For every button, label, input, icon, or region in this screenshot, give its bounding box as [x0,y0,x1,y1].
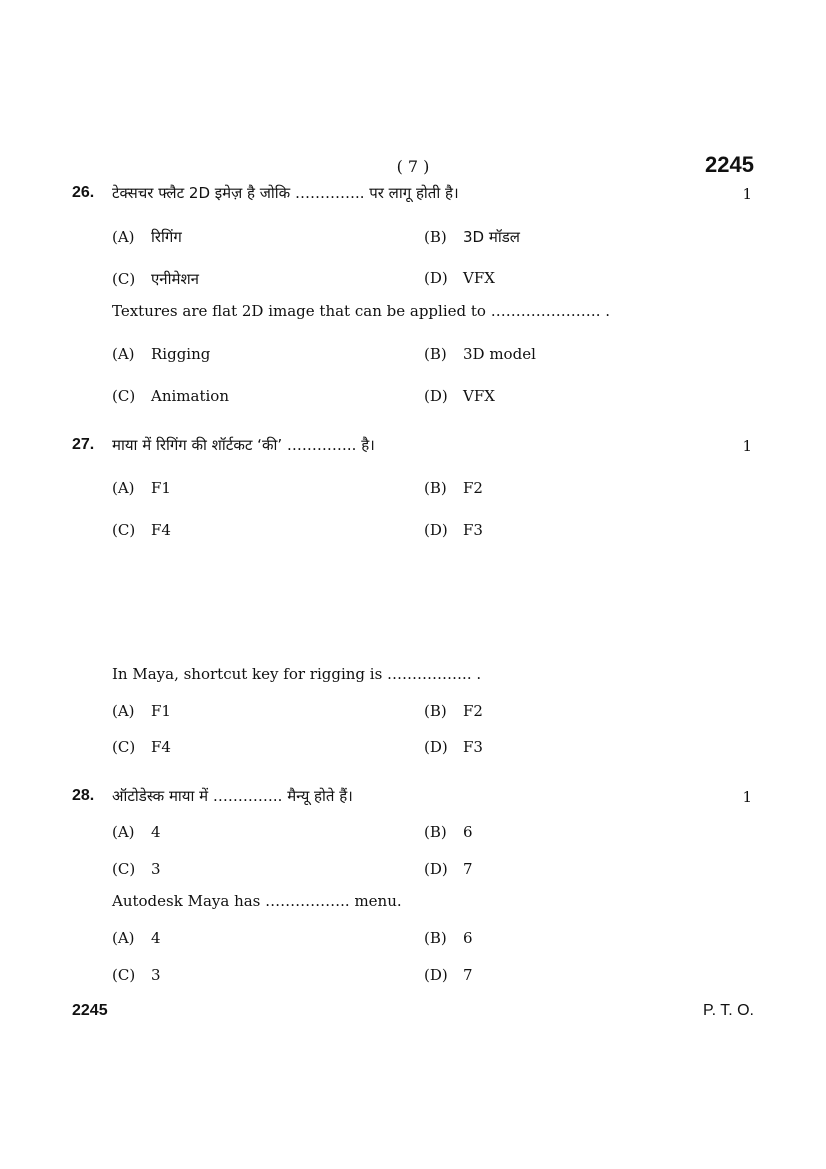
question-27-hindi: माया में रिगिंग की शॉर्टकट ‘की’ ………….. है। [112,436,375,454]
question-26-hindi: टेक्सचर फ्लैट 2D इमेज़ है जोकि ………….. पर लागू होती है। [112,184,459,202]
q26-hindi-option-d: (D) VFX [424,269,495,287]
paper-code-footer: 2245 [72,1002,108,1019]
q28-hindi-option-a: (A) 4 [112,823,161,841]
q26-english-option-b: (B) 3D model [424,345,536,363]
question-28-marks: 1 [742,788,752,806]
q28-english-option-c: (C) 3 [112,966,161,984]
q28-english-option-b: (B) 6 [424,929,473,947]
question-28-number: 28. [72,787,95,804]
paper-code-header: 2245 [705,152,754,177]
q27-hindi-option-c: (C) F4 [112,521,171,539]
q26-hindi-option-c: (C) एनीमेशन [112,270,200,288]
q28-hindi-option-d: (D) 7 [424,860,473,878]
question-28-hindi: ऑटोडेस्क माया में ………….. मैन्यू होते हैं। [112,787,353,805]
question-26-english: Textures are flat 2D image that can be applied to …………………. . [112,302,610,320]
q27-english-option-c: (C) F4 [112,738,171,756]
q27-hindi-option-b: (B) F2 [424,479,483,497]
q28-english-option-a: (A) 4 [112,929,161,947]
question-26-marks: 1 [742,185,752,203]
question-26-number: 26. [72,184,95,201]
question-28-english: Autodesk Maya has …………….. menu. [112,892,402,910]
q28-hindi-option-b: (B) 6 [424,823,473,841]
q28-hindi-option-c: (C) 3 [112,860,161,878]
question-27-marks: 1 [742,437,752,455]
q27-english-option-b: (B) F2 [424,702,483,720]
q27-hindi-option-a: (A) F1 [112,479,171,497]
q26-hindi-option-b: (B) 3D मॉडल [424,228,520,246]
q27-english-option-d: (D) F3 [424,738,483,756]
please-turn-over: P. T. O. [703,1002,754,1019]
question-27-english: In Maya, shortcut key for rigging is …………….. . [112,665,482,683]
q27-hindi-option-d: (D) F3 [424,521,483,539]
q26-english-option-a: (A) Rigging [112,345,211,363]
q26-english-option-d: (D) VFX [424,387,495,405]
q27-english-option-a: (A) F1 [112,702,171,720]
question-27-number: 27. [72,436,95,453]
page-number: ( 7 ) [396,157,430,176]
q28-english-option-d: (D) 7 [424,966,473,984]
q26-english-option-c: (C) Animation [112,387,229,405]
q26-hindi-option-a: (A) रिगिंग [112,228,182,246]
